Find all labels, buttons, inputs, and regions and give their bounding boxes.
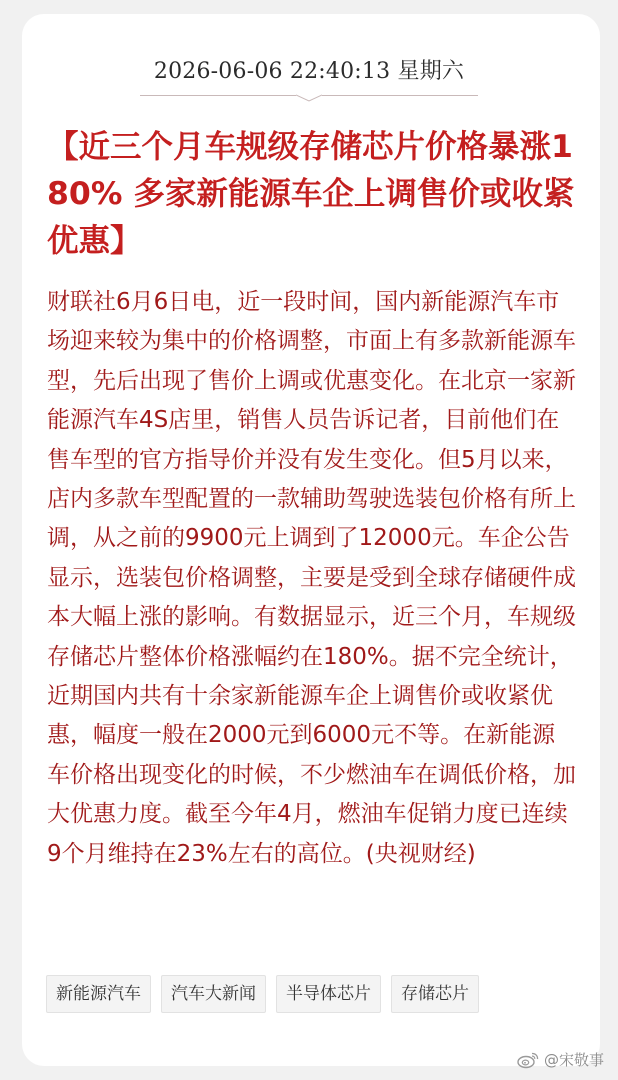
tag-list [46, 975, 479, 1013]
divider-left [140, 95, 296, 96]
watermark-text: @宋敬事 [543, 1051, 604, 1069]
tag-new-energy-vehicle[interactable]: 新能源汽车 [46, 975, 151, 1013]
tag-semiconductor-chip[interactable]: 半导体芯片 [276, 975, 381, 1013]
article-body: 财联社6月6日电，近一段时间，国内新能源汽车市场迎来较为集中的价格调整，市面上有多款新能源车型，先后出现了售价上调或优惠变化。在北京一家新能源汽车4S店里，销售人员告诉记者，目前他们在售车型的官方指导价并没有发生变化。但5月以来，店内多款车型配置的一款辅助驾驶选装包价格有所上调，从之前的9900元上调到了12000元。车企公告显示，选装包价格调整，主要是受到全球存储硬件成本大幅上涨的影响。有数据显示，近三个月，车规级存储芯片整体价格涨幅约在180%。据不完全统计，近期国内共有十余家新能源车企上调售价或收紧优惠，幅度一般在2000元到6000元不等。在新能源车价格出现变化的时候，不少燃油车在调低价格，加大优惠力度。截至今年4月，燃油车促销力度已连续9个月维持在23%左右的高位。(央视财经) [47, 289, 576, 867]
publish-datetime: 2026-06-06 22:40:13 星期六 [153, 59, 465, 84]
tag-storage-chip[interactable]: 存储芯片 [391, 975, 479, 1013]
divider-right [322, 95, 478, 96]
article-headline: 【近三个月车规级存储芯片价格暴涨180% 多家新能源车企上调售价或收紧优惠】 [47, 129, 575, 259]
divider-notch-icon [296, 88, 322, 102]
weibo-logo-icon [517, 1051, 539, 1069]
tag-auto-news[interactable]: 汽车大新闻 [161, 975, 266, 1013]
watermark [517, 1049, 604, 1070]
